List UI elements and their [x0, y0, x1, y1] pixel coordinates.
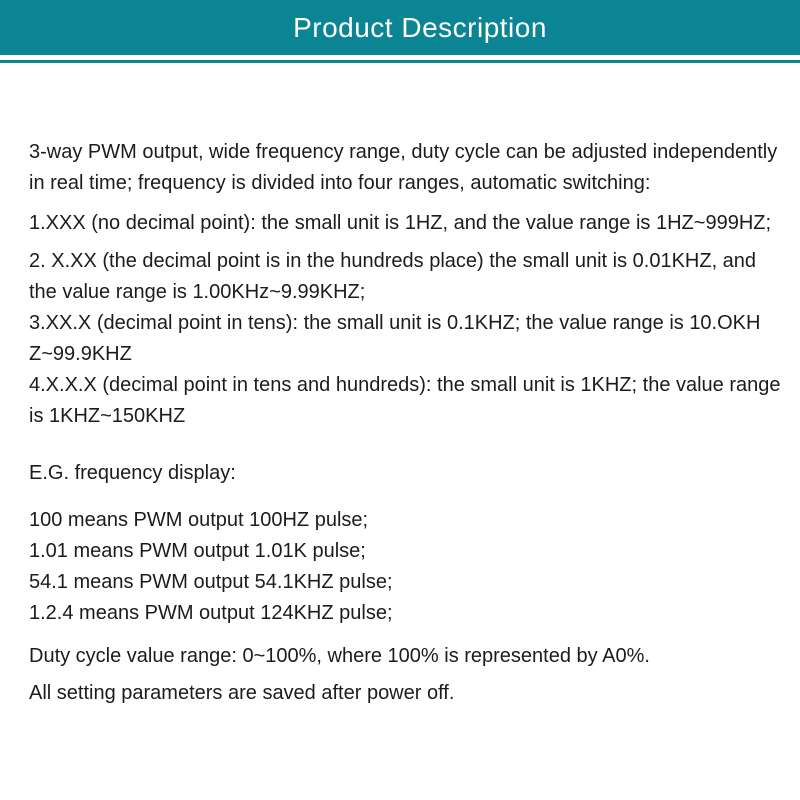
- description-line: 100 means PWM output 100HZ pulse;: [29, 509, 369, 531]
- description-line: 1.01 means PWM output 1.01K pulse;: [29, 540, 366, 562]
- description-line: 1.XXX (no decimal point): the small unit is 1HZ, and the value range is 1HZ~999HZ;: [29, 212, 772, 234]
- description-line: in real time; frequency is divided into four ranges, automatic switching:: [29, 172, 651, 194]
- description-line: 4.X.X.X (decimal point in tens and hundreds): the small unit is 1KHZ; the value range: [29, 374, 781, 396]
- description-line: the value range is 1.00KHz~9.99KHZ;: [29, 281, 366, 303]
- description-line: 1.2.4 means PWM output 124KHZ pulse;: [29, 602, 393, 624]
- description-line: Duty cycle value range: 0~100%, where 100% is represented by A0%.: [29, 645, 650, 667]
- description-line: 3-way PWM output, wide frequency range, duty cycle can be adjusted independently: [29, 141, 778, 163]
- header-banner: [0, 0, 800, 55]
- description-line: 3.XX.X (decimal point in tens): the small unit is 0.1KHZ; the value range is 10.OKH: [29, 312, 761, 334]
- description-line: 2. X.XX (the decimal point is in the hundreds place) the small unit is 0.01KHZ, and: [29, 250, 757, 272]
- description-line: is 1KHZ~150KHZ: [29, 405, 186, 427]
- page-title: Product Description: [293, 11, 547, 43]
- product-description-body: [0, 137, 800, 709]
- description-line: 54.1 means PWM output 54.1KHZ pulse;: [29, 571, 393, 593]
- description-line: E.G. frequency display:: [29, 462, 236, 484]
- header-divider: [0, 60, 800, 63]
- description-line: Z~99.9KHZ: [29, 343, 132, 365]
- description-line: All setting parameters are saved after power off.: [29, 682, 455, 704]
